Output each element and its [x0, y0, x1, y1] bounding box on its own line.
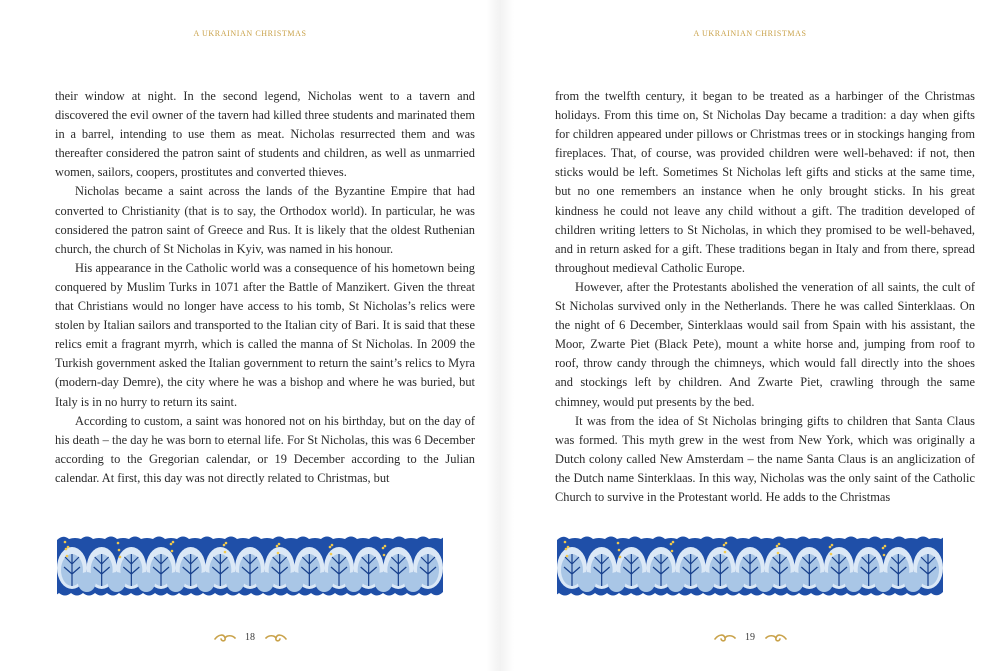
- star-icon: [223, 544, 226, 547]
- body-text: [555, 87, 975, 507]
- right-page: [500, 0, 1000, 671]
- page-number: [0, 632, 500, 643]
- star-icon: [672, 541, 675, 544]
- star-icon: [725, 542, 728, 545]
- paragraph: According to custom, a saint was honored not on his birthday, but on the day of his death – the day he was born to eternal life. For St Nicholas, this was 6 December according to the Gregorian calendar, or 19 December according to the Julian calendar. At first, this day was not directly related to Christmas, but: [55, 413, 475, 485]
- snowy-bush: [226, 572, 244, 592]
- star-icon: [277, 552, 280, 555]
- snowy-bush: [315, 572, 333, 592]
- snowy-bush: [108, 572, 126, 592]
- winter-forest-border-illustration: [557, 530, 943, 602]
- snowy-bush: [578, 572, 596, 592]
- winter-forest-border-illustration: [57, 530, 443, 602]
- paragraph: His appearance in the Catholic world was a consequence of his hometown being conquered by Muslim Turks in 1071 after the Battle of Manzikert. Given the threat that Christians would no longer have access to his tomb, St Nicholas’s relics were stolen by Italian sailors and transported to the Italian city of Bari. It is said that these relics emit a fragrant myrrh, which is called the manna of St Nicholas. In 2009 the Turkish government asked the Italian government to return the saint’s relics to Myra (modern-day Demre), the city where he was a bishop and where he was buried, but Italy is in no hurry to return its saint.: [55, 260, 475, 409]
- star-icon: [276, 545, 279, 548]
- body-text: [55, 87, 475, 488]
- snowy-bush: [197, 572, 215, 592]
- snowy-bush: [786, 572, 804, 592]
- star-icon: [382, 547, 385, 550]
- star-icon: [64, 541, 67, 544]
- snowy-bush: [345, 572, 363, 592]
- star-icon: [384, 545, 387, 548]
- star-icon: [671, 550, 674, 553]
- star-icon: [170, 543, 173, 546]
- snowy-bush: [137, 572, 155, 592]
- snowy-bush: [697, 572, 715, 592]
- star-icon: [171, 550, 174, 553]
- running-head: A UKRAINIAN CHRISTMAS: [693, 29, 807, 38]
- snowy-bush: [756, 572, 774, 592]
- star-icon: [776, 545, 779, 548]
- star-icon: [777, 552, 780, 555]
- paragraph: Nicholas became a saint across the lands of the Byzantine Empire that had converted to Christianity (that is to say, the Orthodox world). In particular, he was considered the patron saint of Greece and Rus. It is likely that the oldest Ruthenian church, the church of St Nicholas in Kyiv, was named in his honour.: [55, 184, 475, 256]
- star-icon: [882, 547, 885, 550]
- paragraph: However, after the Protestants abolished the veneration of all saints, the cult of St Nicholas survived only in the Netherlands. There he was called Sinterklaas. On the night of 6 December, Sinterklaas would sail from Spain with his assistant, the Moor, Zwarte Piet (Black Pete), mount a white horse and, jumping from roof to roof, throw candy through the chimneys, which would fall directly into the shoes and stockings left by children. And Zwarte Piet, crawling through the same chimney, would put presents by the bed.: [555, 279, 975, 409]
- star-icon: [119, 556, 122, 559]
- star-icon: [884, 545, 887, 548]
- swirl-ornament-icon: [213, 633, 237, 643]
- star-icon: [567, 546, 570, 549]
- star-icon: [723, 544, 726, 547]
- star-icon: [565, 548, 568, 551]
- star-icon: [617, 542, 620, 545]
- snowy-bush: [167, 572, 185, 592]
- page-number: [500, 632, 1000, 643]
- snowy-bush: [375, 572, 393, 592]
- snowy-bush: [286, 572, 304, 592]
- snowy-bush: [815, 572, 833, 592]
- star-icon: [383, 554, 386, 557]
- swirl-ornament-icon: [713, 633, 737, 643]
- paragraph: It was from the idea of St Nicholas bringing gifts to children that Santa Claus was formed. This myth grew in the west from New York, which was originally a Dutch colony called New Amsterdam – the name Santa Claus is an anglicization of the Dutch name Sinterklaas. In this way, Nicholas was the only saint of the Catholic Church to survive in the Protestant world. He adds to the Christmas: [555, 413, 975, 504]
- paragraph: their window at night. In the second legend, Nicholas went to a tavern and discovered the evil owner of the tavern had killed three students and marinated them in a barrel, intending to use them as meat. Nicholas resurrected them and was thereafter considered the patron saint of students and children, as well as unmarried women, sailors, coopers, prostitutes and converted thieves.: [55, 89, 475, 180]
- snowy-bush: [667, 572, 685, 592]
- star-icon: [330, 553, 333, 556]
- swirl-ornament-icon: [264, 633, 288, 643]
- star-icon: [831, 544, 834, 547]
- snowy-bush: [904, 572, 922, 592]
- snowy-bush: [608, 572, 626, 592]
- star-icon: [724, 551, 727, 554]
- star-icon: [829, 546, 832, 549]
- star-icon: [830, 553, 833, 556]
- star-icon: [225, 542, 228, 545]
- star-icon: [670, 543, 673, 546]
- snowy-bush: [875, 572, 893, 592]
- star-icon: [331, 544, 334, 547]
- star-icon: [118, 549, 121, 552]
- star-icon: [117, 542, 120, 545]
- star-icon: [224, 551, 227, 554]
- page-number-value: 19: [745, 632, 755, 644]
- star-icon: [564, 541, 567, 544]
- star-icon: [618, 549, 621, 552]
- star-icon: [778, 543, 781, 546]
- snowy-bush: [256, 572, 274, 592]
- page-number-value: 18: [245, 632, 255, 644]
- paragraph: from the twelfth century, it began to be treated as a harbinger of the Christmas holidays. From this time on, St Nicholas Day became a tradition: a day when gifts for children appeared under pillows or Christmas trees or in stockings hanging from fireplaces. That, of course, was provided children were well-behaved: if not, then sticks would be left. Sometimes St Nicholas left gifts and sticks at the same time, but no one remembers an instance when he only brought sticks. In his great kindness he could not leave any child without a gift. The tradition developed of children writing letters to St Nicholas, in which they promised to be well-behaved, and in return asked for a gift. These traditions began in Italy and from there, spread throughout medieval Catholic Europe.: [555, 89, 975, 275]
- snowy-bush: [726, 572, 744, 592]
- snowy-bush: [78, 572, 96, 592]
- snowy-bush: [404, 572, 422, 592]
- snowy-bush: [845, 572, 863, 592]
- star-icon: [566, 555, 569, 558]
- star-icon: [67, 546, 70, 549]
- star-icon: [883, 554, 886, 557]
- star-icon: [65, 548, 68, 551]
- star-icon: [172, 541, 175, 544]
- star-icon: [329, 546, 332, 549]
- swirl-ornament-icon: [764, 633, 788, 643]
- running-head: A UKRAINIAN CHRISTMAS: [193, 29, 307, 38]
- star-icon: [619, 556, 622, 559]
- star-icon: [66, 555, 69, 558]
- snowy-bush: [637, 572, 655, 592]
- star-icon: [278, 543, 281, 546]
